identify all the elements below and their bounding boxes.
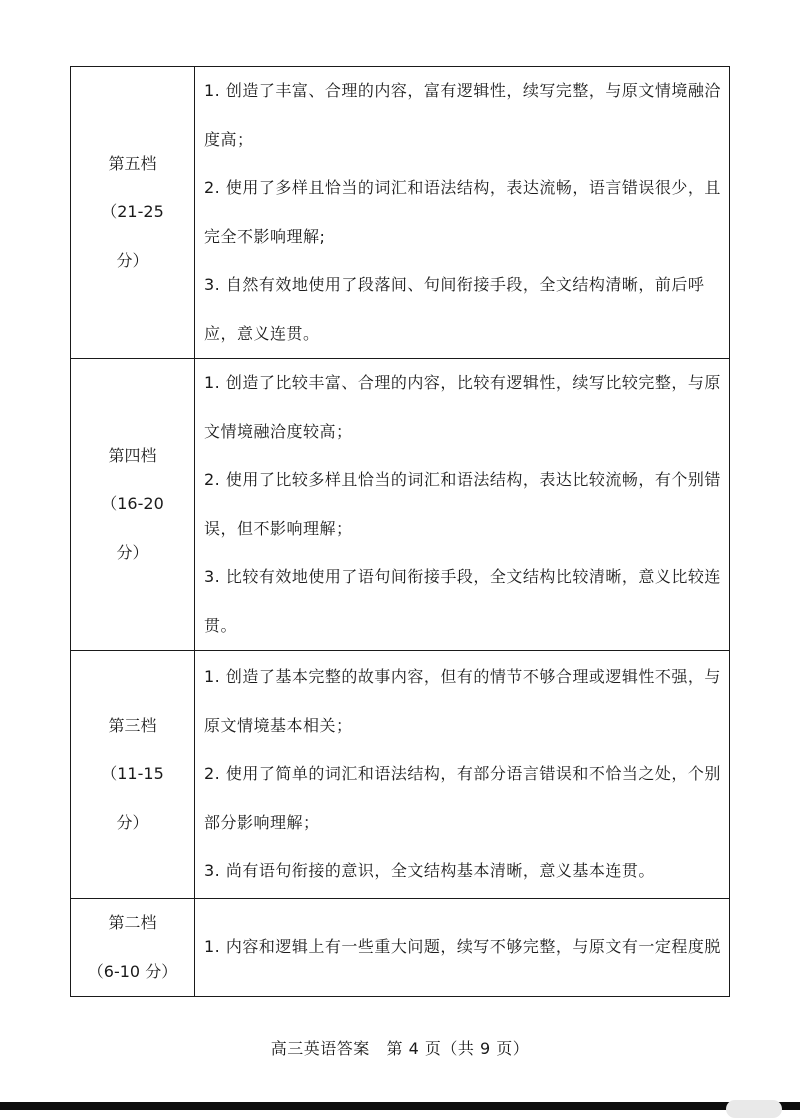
- bottom-edge-bar: [0, 1102, 800, 1110]
- criterion: 1. 创造了基本完整的故事内容，但有的情节不够合理或逻辑性不强，与原文情境基本相关；: [204, 667, 721, 735]
- criteria-cell: [195, 651, 730, 899]
- rubric-row-level-5: [71, 67, 730, 359]
- score-range: （6-10 分）: [87, 961, 178, 981]
- criteria-cell: [195, 67, 730, 359]
- level-name: 第四档: [108, 445, 157, 465]
- score-range: （21-25: [101, 202, 164, 222]
- level-name: 第三档: [108, 715, 157, 735]
- criterion: 1. 内容和逻辑上有一些重大问题，续写不够完整，与原文有一定程度脱: [204, 937, 721, 957]
- criterion: 3. 比较有效地使用了语句间衔接手段，全文结构比较清晰，意义比较连贯。: [204, 567, 721, 635]
- level-cell: [71, 899, 195, 997]
- page-footer: 高三英语答案 第 4 页（共 9 页）: [270, 1039, 530, 1058]
- criterion: 2. 使用了简单的词汇和语法结构，有部分语言错误和不恰当之处，个别部分影响理解；: [204, 764, 721, 832]
- criterion: 2. 使用了比较多样且恰当的词汇和语法结构，表达比较流畅，有个别错误，但不影响理解；: [204, 470, 721, 538]
- level-name: 第二档: [108, 913, 157, 932]
- criterion: 2. 使用了多样且恰当的词汇和语法结构，表达流畅，语言错误很少，且完全不影响理解;: [204, 178, 721, 246]
- scoring-rubric-table: [70, 66, 730, 997]
- level-name: 第五档: [108, 153, 157, 173]
- criteria-cell: [195, 899, 730, 997]
- corner-badge: [726, 1100, 782, 1118]
- score-range-unit: 分）: [116, 250, 149, 270]
- rubric-row-level-3: [71, 651, 730, 899]
- criteria-cell: [195, 359, 730, 651]
- criterion: 3. 自然有效地使用了段落间、句间衔接手段，全文结构清晰，前后呼应，意义连贯。: [204, 275, 705, 343]
- score-range-unit: 分）: [116, 542, 149, 562]
- level-cell: [71, 67, 195, 359]
- criterion: 1. 创造了丰富、合理的内容，富有逻辑性，续写完整，与原文情境融洽度高；: [204, 81, 721, 149]
- level-cell: [71, 651, 195, 899]
- criterion: 3. 尚有语句衔接的意识，全文结构基本清晰，意义基本连贯。: [204, 861, 655, 881]
- score-range-unit: 分）: [116, 812, 149, 832]
- level-cell: [71, 359, 195, 651]
- score-range: （16-20: [101, 494, 164, 514]
- rubric-row-level-2: [71, 899, 730, 997]
- score-range: （11-15: [101, 764, 164, 784]
- rubric-row-level-4: [71, 359, 730, 651]
- criterion: 1. 创造了比较丰富、合理的内容，比较有逻辑性，续写比较完整，与原文情境融洽度较高；: [204, 373, 721, 441]
